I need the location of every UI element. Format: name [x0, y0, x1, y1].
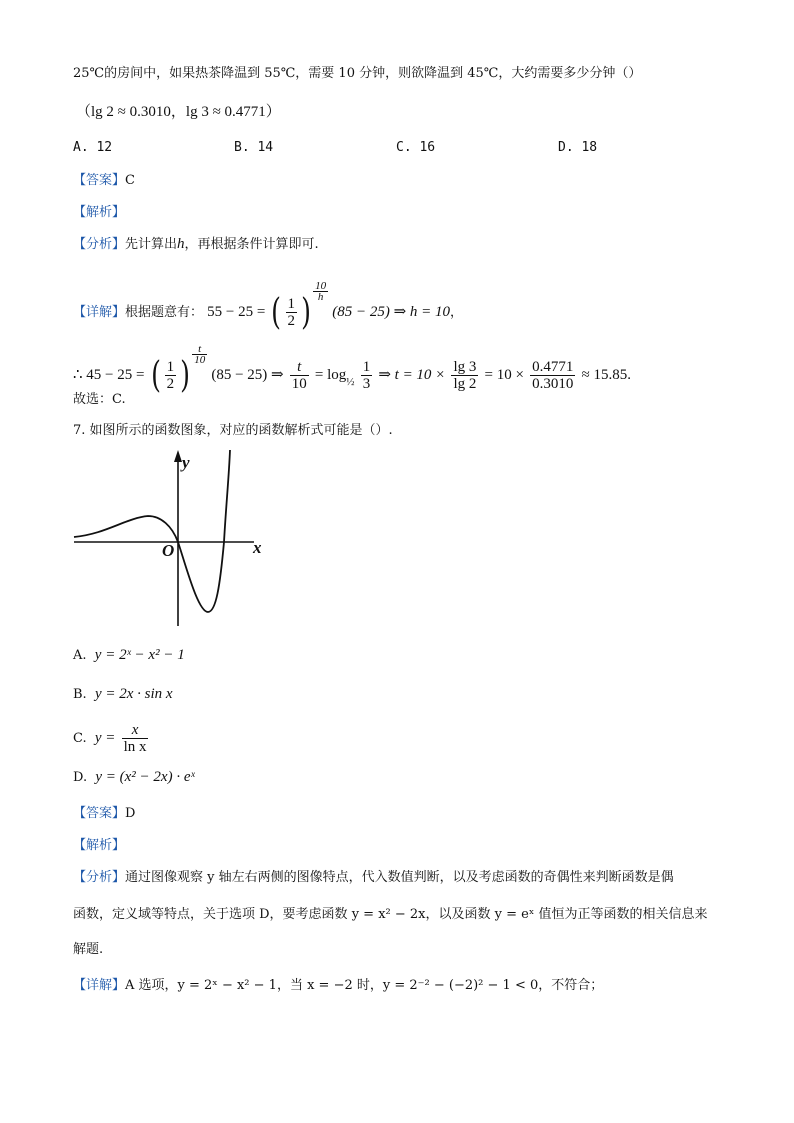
problem6-analysis-heading: 【解析】 [73, 205, 126, 220]
problem6-detail-eq2: ∴ 45 − 25 = ( $\frac{1}{2}$ ) $^{\frac{t}{10}}$ (85 − 25) ⇒ $\frac{t}{10}$ = $\log_{\frac{1}{2}}$ $\frac{1}{3}$ ⇒ t = 10 × $\frac{\lg 3}{\lg 2}$ = 10 × $\frac{0.4771}{0.3010}$ ≈ 15.85. [73, 343, 631, 396]
problem6-option-b: B. 14 [234, 140, 274, 155]
x-axis-label: x [253, 538, 262, 557]
problem6-option-a: A. 12 [73, 140, 113, 155]
problem7-analysis-heading: 【解析】 [73, 838, 126, 853]
problem7-option-d: D. y = (x² − 2x) · eˣ [73, 769, 195, 785]
problem7-fenxi-line3: 解题. [73, 942, 104, 957]
problem7-fenxi-line1: 【分析】通过图像观察 y 轴左右两侧的图像特点，代入数值判断，以及考虑函数的奇偶性来判断函数是偶 [73, 870, 674, 885]
problem7-answer: 【答案】D [73, 806, 136, 821]
y-axis-label: y [182, 453, 190, 472]
function-curve [74, 450, 230, 612]
origin-label: O [162, 541, 175, 560]
problem6-option-c: C. 16 [396, 140, 436, 155]
problem6-choose: 故选：C. [73, 392, 126, 407]
problem7-detail-line1: 【详解】A 选项，y = 2ˣ − x² − 1，当 x = −2 时，y = 2⁻² − (−2)² − 1 < 0，不符合； [73, 978, 604, 993]
problem6-option-d: D. 18 [558, 140, 598, 155]
problem6-answer: 【答案】C [73, 173, 135, 188]
problem6-stem-line2: （lg 2 ≈ 0.3010，lg 3 ≈ 0.4771） [76, 104, 281, 120]
problem6-stem-line1: 25℃的房间中，如果热茶降温到 55℃，需要 10 分钟，则欲降温到 45℃，大约需要多少分钟（） [73, 66, 642, 81]
problem6-fenxi: 【分析】先计算出h，再根据条件计算即可. [73, 236, 319, 252]
problem6-detail-eq1: 【详解】根据题意有： 55 − 25 = ( $\frac{1}{2}$ ) $^{\frac{10}{h}}$ (85 − 25) ⇒ h = 10， [73, 280, 464, 333]
problem7-option-a: A. y = 2ˣ − x² − 1 [73, 647, 185, 663]
problem7-option-c: C. y = $\frac{x}{\text{ln x}}$ [73, 722, 147, 755]
y-axis [174, 450, 182, 626]
problem7-stem: 7. 如图所示的函数图象，对应的函数解析式可能是（）. [73, 423, 393, 438]
function-graph [66, 446, 276, 630]
problem7-option-b: B. y = 2x · sin x [73, 686, 173, 702]
problem7-fenxi-line2: 函数，定义域等特点，关于选项 D，要考虑函数 y = x² − 2x，以及函数 y = eˣ 值恒为正等函数的相关信息来 [73, 907, 708, 922]
